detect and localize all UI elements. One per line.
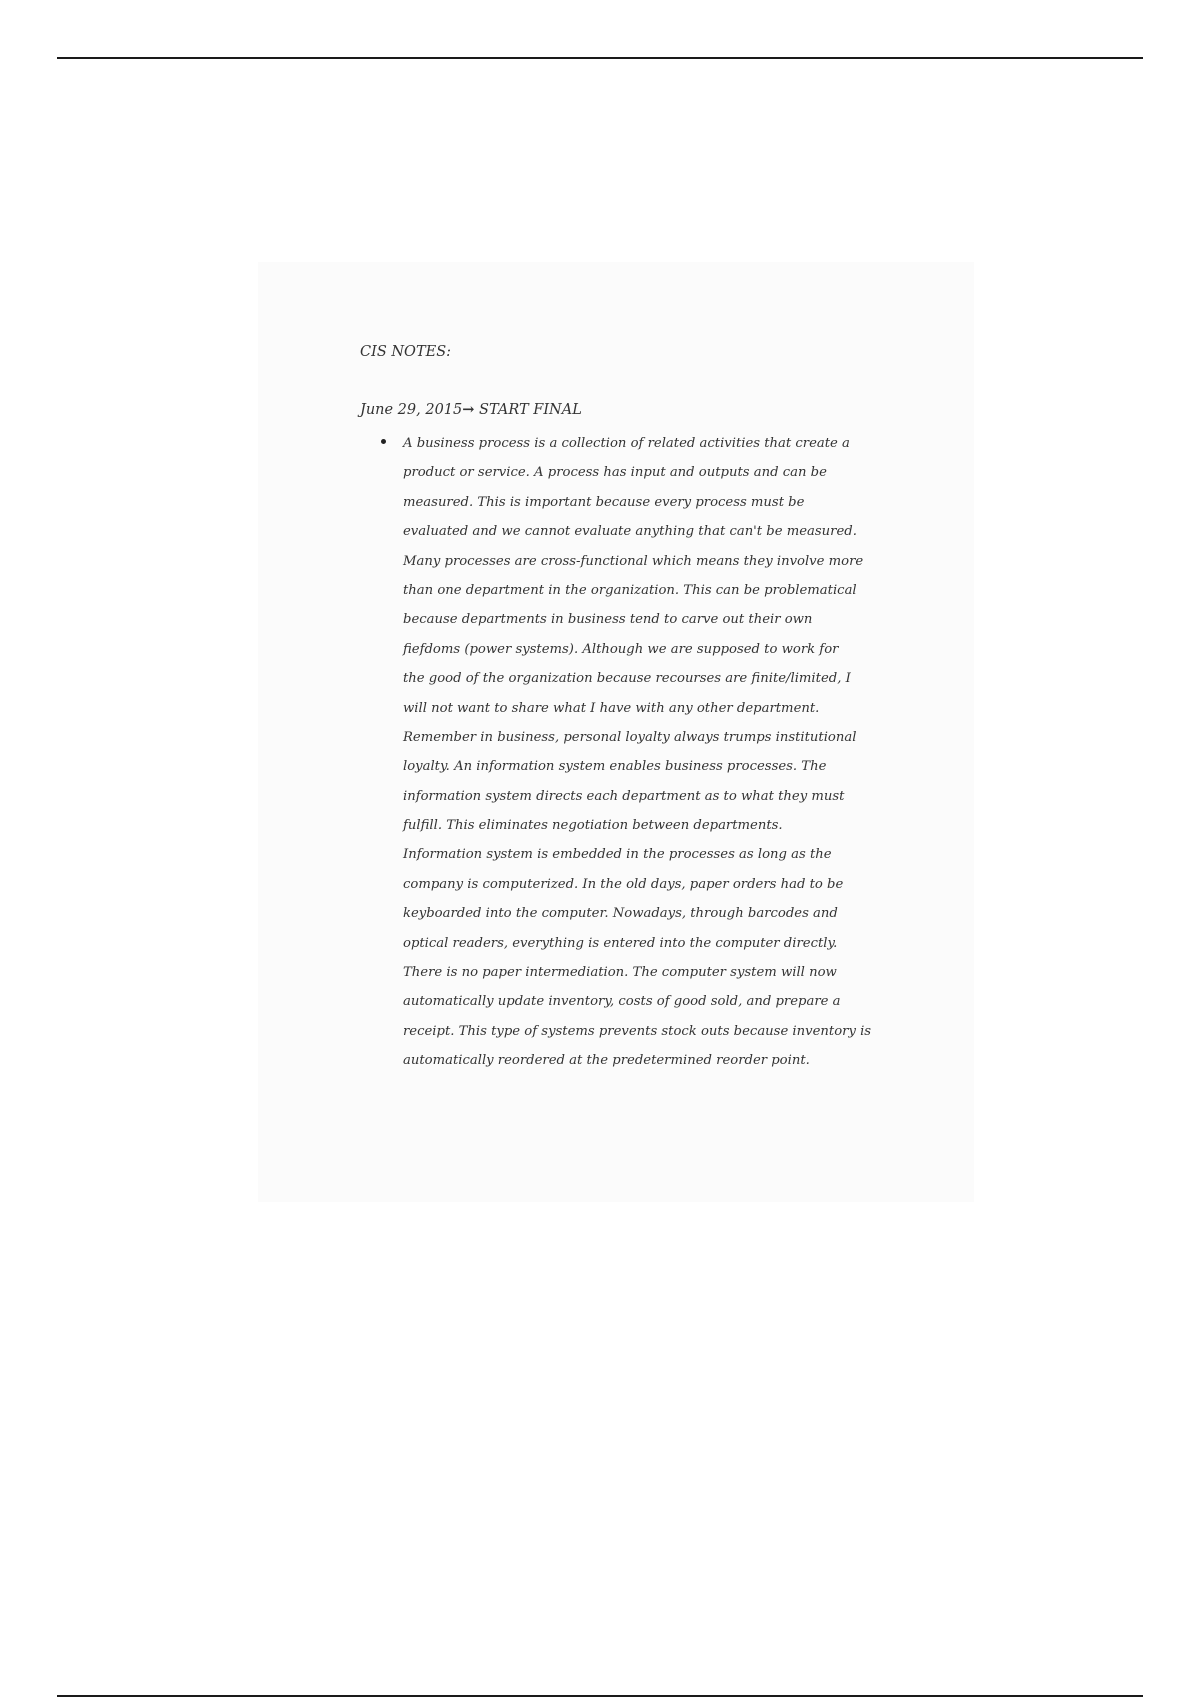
text-line: keyboarded into the computer. Nowadays, through barcodes and [403,906,838,922]
text-line: measured. This is important because every process must be [403,494,805,510]
text-line: receipt. This type of systems prevents stock outs because inventory is [403,1023,872,1039]
text-line: automatically update inventory, costs of good sold, and prepare a [403,994,841,1010]
text-line: Many processes are cross-functional which means they involve more [403,553,864,569]
text-line: because departments in business tend to carve out their own [403,612,813,628]
text-line: will not want to share what I have with any other department. [403,700,820,716]
text-line: evaluated and we cannot evaluate anything that can't be measured. [403,524,857,540]
doc-title: CIS NOTES: [360,344,452,360]
text-line: the good of the organization because recourses are finite/limited, I [403,671,851,687]
text-line: fiefdoms (power systems). Although we are supposed to work for [403,641,839,657]
text-line: Information system is embedded in the processes as long as the [403,847,832,863]
text-line: loyalty. An information system enables business processes. The [403,759,827,775]
text-line: automatically reordered at the predetermined reorder point. [403,1053,810,1069]
doc-date: June 29, 2015 [360,402,463,418]
bottom-rule [57,1695,1143,1697]
right-arrow-icon: → [462,401,475,418]
doc-date-heading [360,400,880,420]
text-line: There is no paper intermediation. The computer system will now [403,965,837,981]
text-line: Remember in business, personal loyalty always trumps institutional [403,729,857,745]
text-line: optical readers, everything is entered into the computer directly. [403,935,838,951]
text-line: information system directs each department as to what they must [403,788,845,804]
bullet-list [360,429,880,1076]
bullet-item [360,429,880,1076]
text-line: product or service. A process has input and outputs and can be [403,465,827,481]
text-line: A business process is a collection of related activities that create a [403,436,850,451]
text-line: company is computerized. In the old days, paper orders had to be [403,876,844,892]
doc-date-suffix: START FINAL [474,402,582,418]
document-body [360,342,880,1076]
top-rule [57,57,1143,59]
text-line: than one department in the organization. This can be problematical [403,582,857,598]
text-line: fulfill. This eliminates negotiation between departments. [403,818,783,834]
bullet-dot-icon [381,439,386,444]
